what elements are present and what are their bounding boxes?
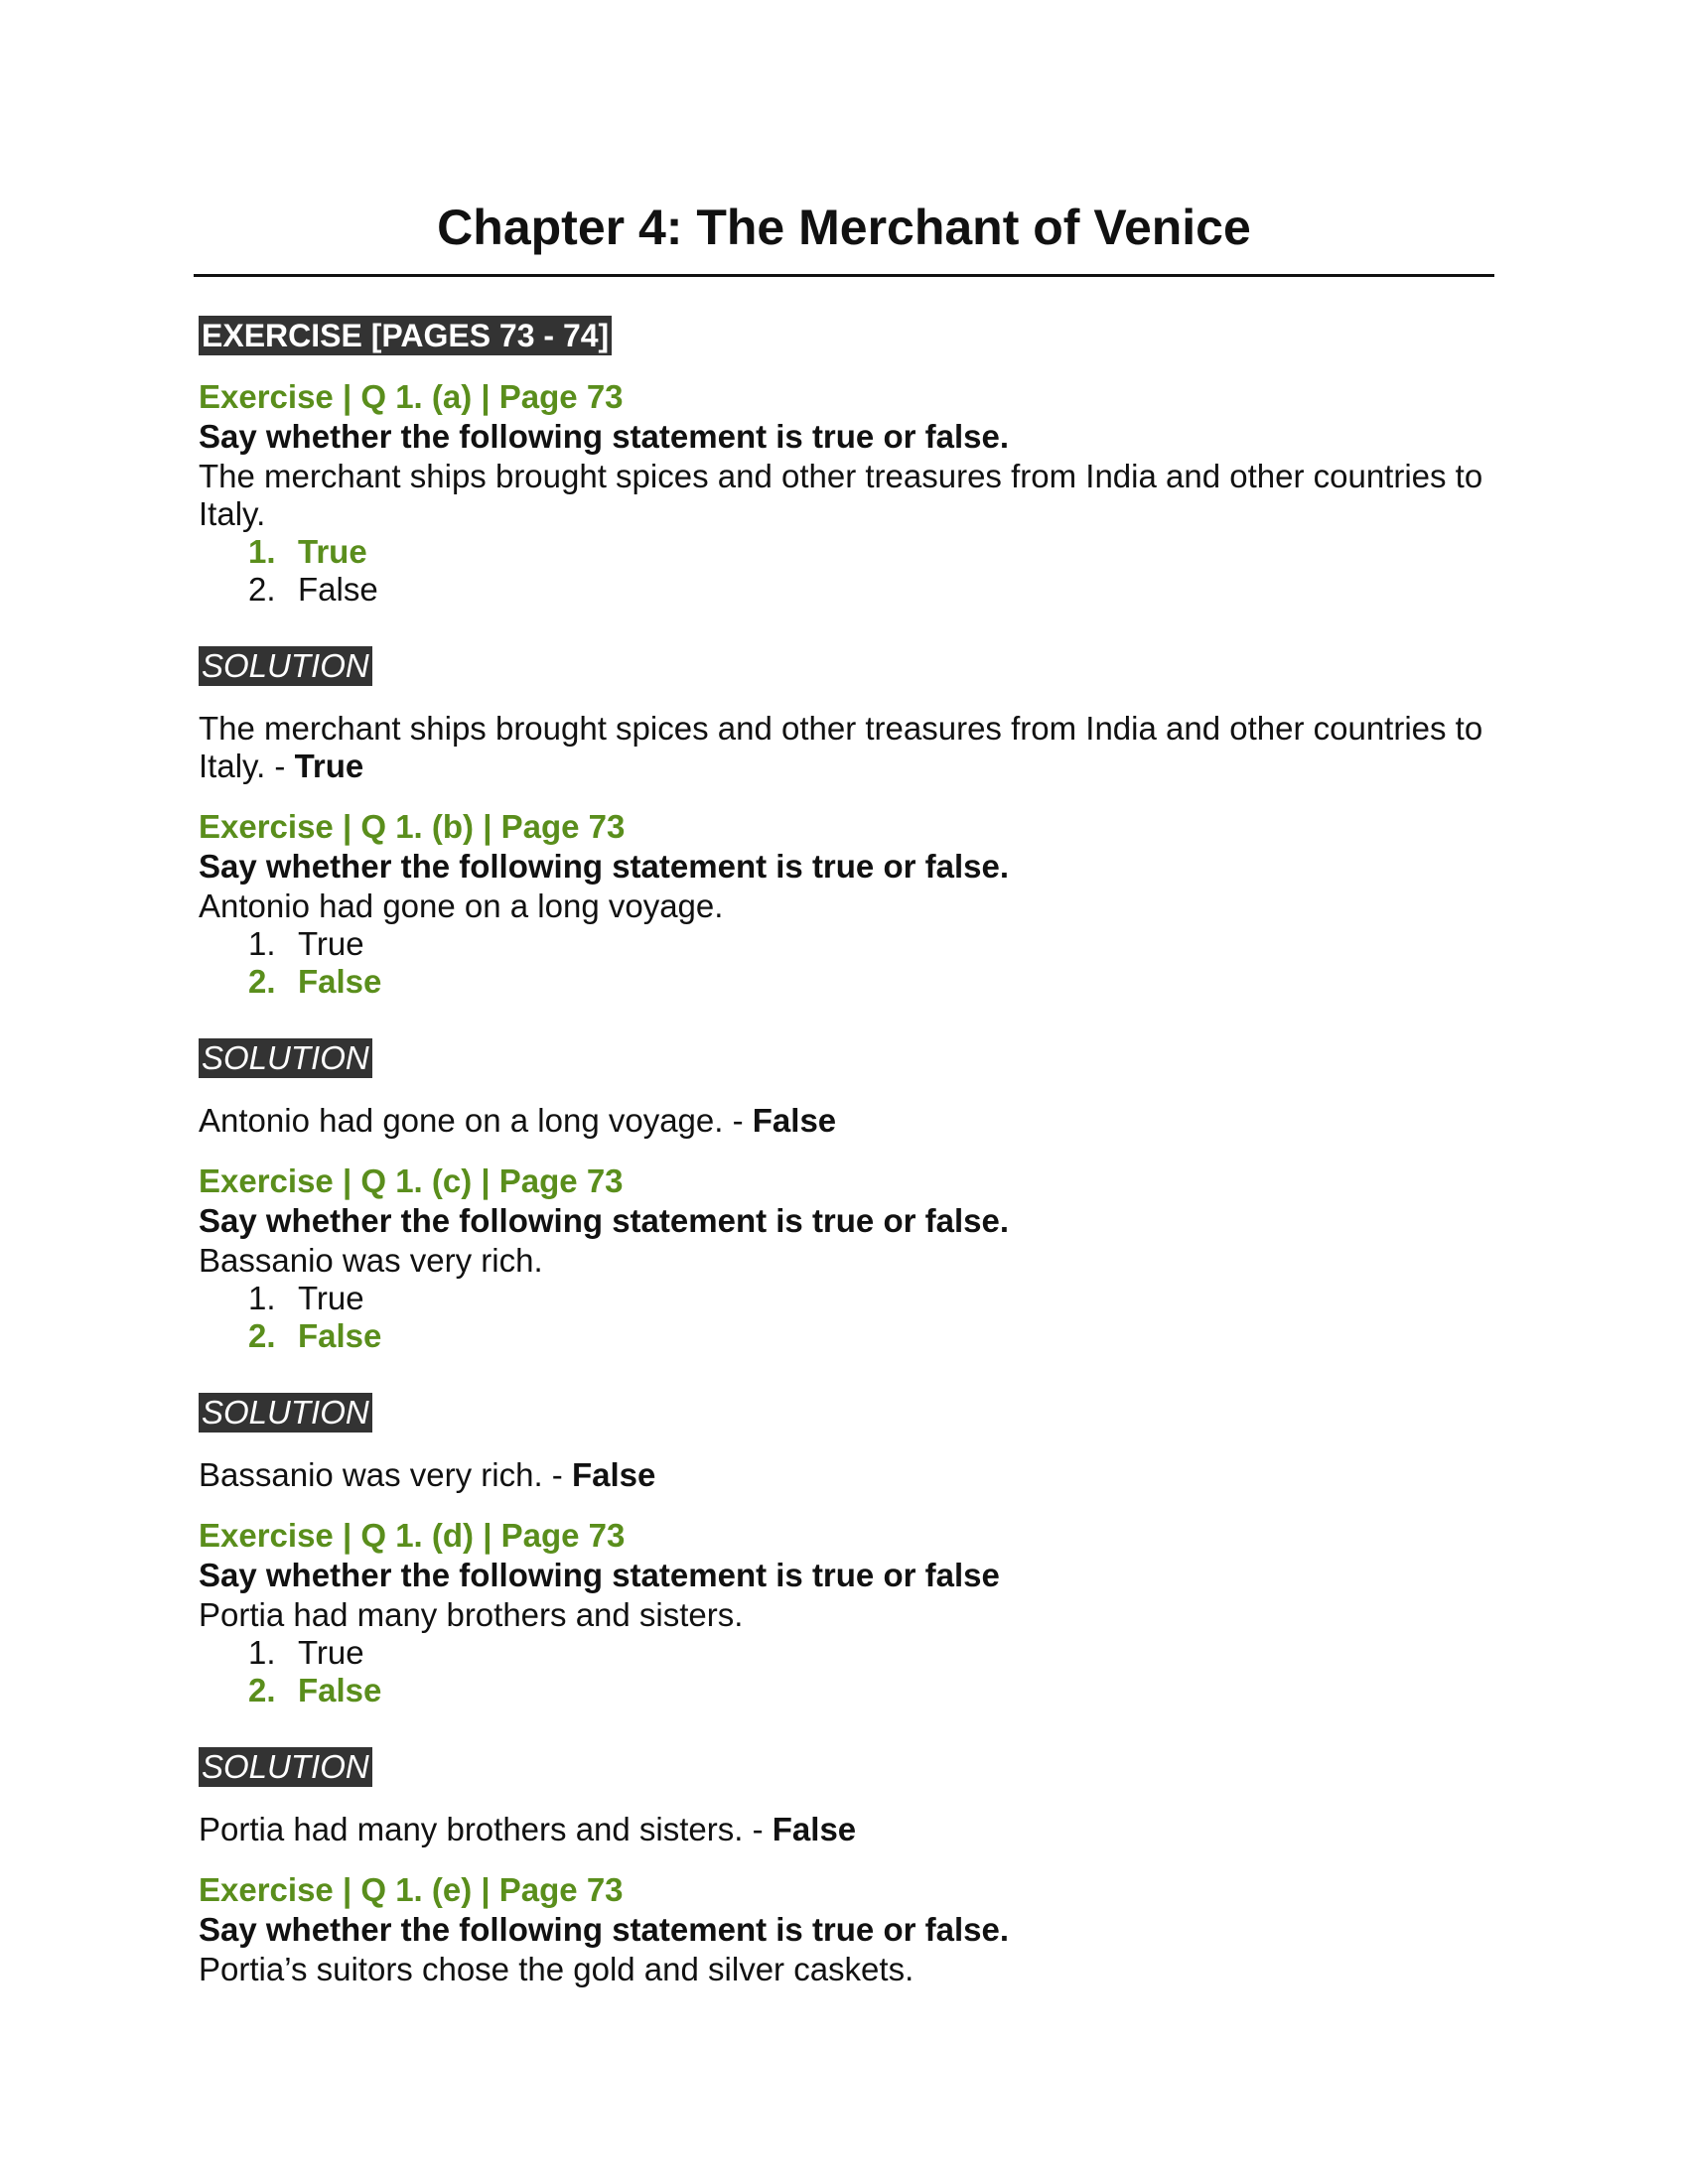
option-label: True	[298, 925, 364, 962]
section-heading: EXERCISE [PAGES 73 - 74]	[199, 316, 612, 355]
option-number: 2.	[248, 1672, 276, 1708]
question-header: Exercise | Q 1. (b) | Page 73	[199, 808, 626, 845]
question-header: Exercise | Q 1. (e) | Page 73	[199, 1871, 624, 1908]
solution-statement: Portia had many brothers and sisters. -	[199, 1811, 773, 1847]
option-label: True	[298, 533, 367, 570]
question-header: Exercise | Q 1. (d) | Page 73	[199, 1517, 626, 1554]
option-item-correct	[248, 963, 1489, 1001]
option-label: False	[298, 1672, 382, 1708]
options-list	[199, 925, 1489, 1001]
solution-text	[199, 1102, 1489, 1140]
option-label: False	[298, 1317, 382, 1354]
options-list	[199, 1280, 1489, 1355]
option-number: 1.	[248, 1280, 276, 1316]
option-item	[248, 1280, 1489, 1317]
question-block	[199, 807, 1489, 1140]
question-statement: Antonio had gone on a long voyage.	[199, 887, 724, 924]
option-label: False	[298, 571, 378, 608]
option-number: 2.	[248, 571, 276, 608]
solution-statement: Antonio had gone on a long voyage. -	[199, 1102, 753, 1139]
solution-label: SOLUTION	[199, 1393, 372, 1433]
question-header: Exercise | Q 1. (c) | Page 73	[199, 1162, 624, 1199]
page-title: Chapter 4: The Merchant of Venice	[437, 200, 1251, 255]
option-item	[248, 925, 1489, 963]
option-number: 1.	[248, 925, 276, 962]
option-label: True	[298, 1280, 364, 1316]
solution-text	[199, 1811, 1489, 1848]
option-item-correct	[248, 533, 1489, 571]
question-prompt: Say whether the following statement is true or false.	[199, 848, 1010, 885]
question-statement: Bassanio was very rich.	[199, 1242, 543, 1279]
option-number: 1.	[248, 1634, 276, 1671]
option-number: 2.	[248, 963, 276, 1000]
option-label: False	[298, 963, 382, 1000]
solution-text	[199, 710, 1489, 785]
question-prompt: Say whether the following statement is true or false	[199, 1557, 1000, 1593]
question-header: Exercise | Q 1. (a) | Page 73	[199, 378, 624, 415]
question-block	[199, 377, 1489, 785]
solution-answer: False	[571, 1456, 656, 1493]
solution-text	[199, 1456, 1489, 1494]
option-item	[248, 1634, 1489, 1672]
question-statement: Portia’s suitors chose the gold and silver caskets.	[199, 1951, 914, 1987]
option-item-correct	[248, 1672, 1489, 1709]
question-prompt: Say whether the following statement is true or false.	[199, 1202, 1010, 1239]
question-statement: Portia had many brothers and sisters.	[199, 1596, 744, 1633]
question-block	[199, 1161, 1489, 1494]
option-item	[248, 571, 1489, 609]
solution-answer: False	[752, 1102, 837, 1139]
options-list	[199, 1634, 1489, 1709]
solution-label: SOLUTION	[199, 646, 372, 686]
solution-label: SOLUTION	[199, 1747, 372, 1787]
question-prompt: Say whether the following statement is true or false.	[199, 1911, 1010, 1948]
question-block	[199, 1516, 1489, 1848]
option-item-correct	[248, 1317, 1489, 1355]
option-label: True	[298, 1634, 364, 1671]
options-list	[199, 533, 1489, 609]
question-block	[199, 1870, 1489, 1988]
content	[199, 316, 1489, 1988]
solution-answer: False	[772, 1811, 857, 1847]
solution-answer: True	[294, 748, 364, 784]
solution-statement: The merchant ships brought spices and other treasures from India and other countries to Italy. -	[199, 710, 1483, 784]
title-divider	[194, 274, 1494, 277]
question-prompt: Say whether the following statement is true or false.	[199, 418, 1010, 455]
solution-label: SOLUTION	[199, 1038, 372, 1078]
question-statement: The merchant ships brought spices and other treasures from India and other countries to Italy.	[199, 458, 1483, 532]
option-number: 2.	[248, 1317, 276, 1354]
solution-statement: Bassanio was very rich. -	[199, 1456, 572, 1493]
option-number: 1.	[248, 533, 276, 570]
